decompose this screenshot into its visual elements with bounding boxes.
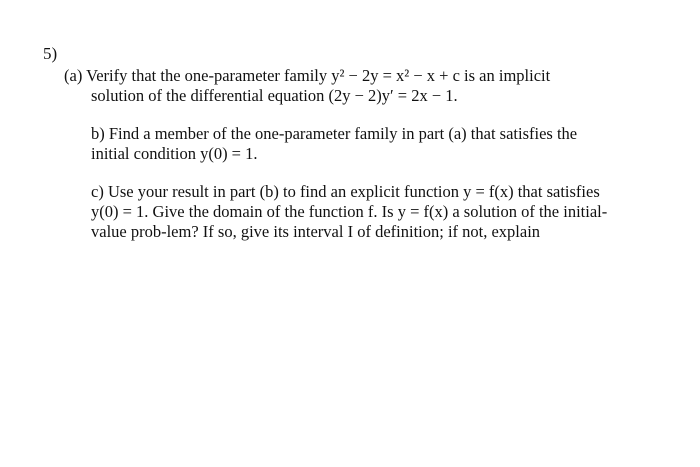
part-b-line-2: initial condition y(0) = 1.	[91, 144, 258, 163]
part-a-line-2: solution of the differential equation (2y − 2)y′ = 2x − 1.	[91, 86, 458, 105]
part-c-line-2: y(0) = 1. Give the domain of the function f. Is y = f(x) a solution of the initial-	[91, 202, 608, 221]
part-c-line-3: value prob-lem? If so, give its interval I of definition; if not, explain	[91, 222, 541, 241]
part-c	[91, 182, 651, 242]
part-a-line-1: (a) Verify that the one-parameter family y² − 2y = x² − x + c is an implicit	[64, 66, 551, 85]
part-b-line-1: b) Find a member of the one-parameter family in part (a) that satisfies the	[91, 124, 578, 143]
part-b	[91, 124, 651, 164]
question-number: 5)	[43, 44, 58, 63]
part-c-line-1: c) Use your result in part (b) to find an explicit function y = f(x) that satisfies	[91, 182, 600, 201]
part-a	[64, 66, 664, 106]
